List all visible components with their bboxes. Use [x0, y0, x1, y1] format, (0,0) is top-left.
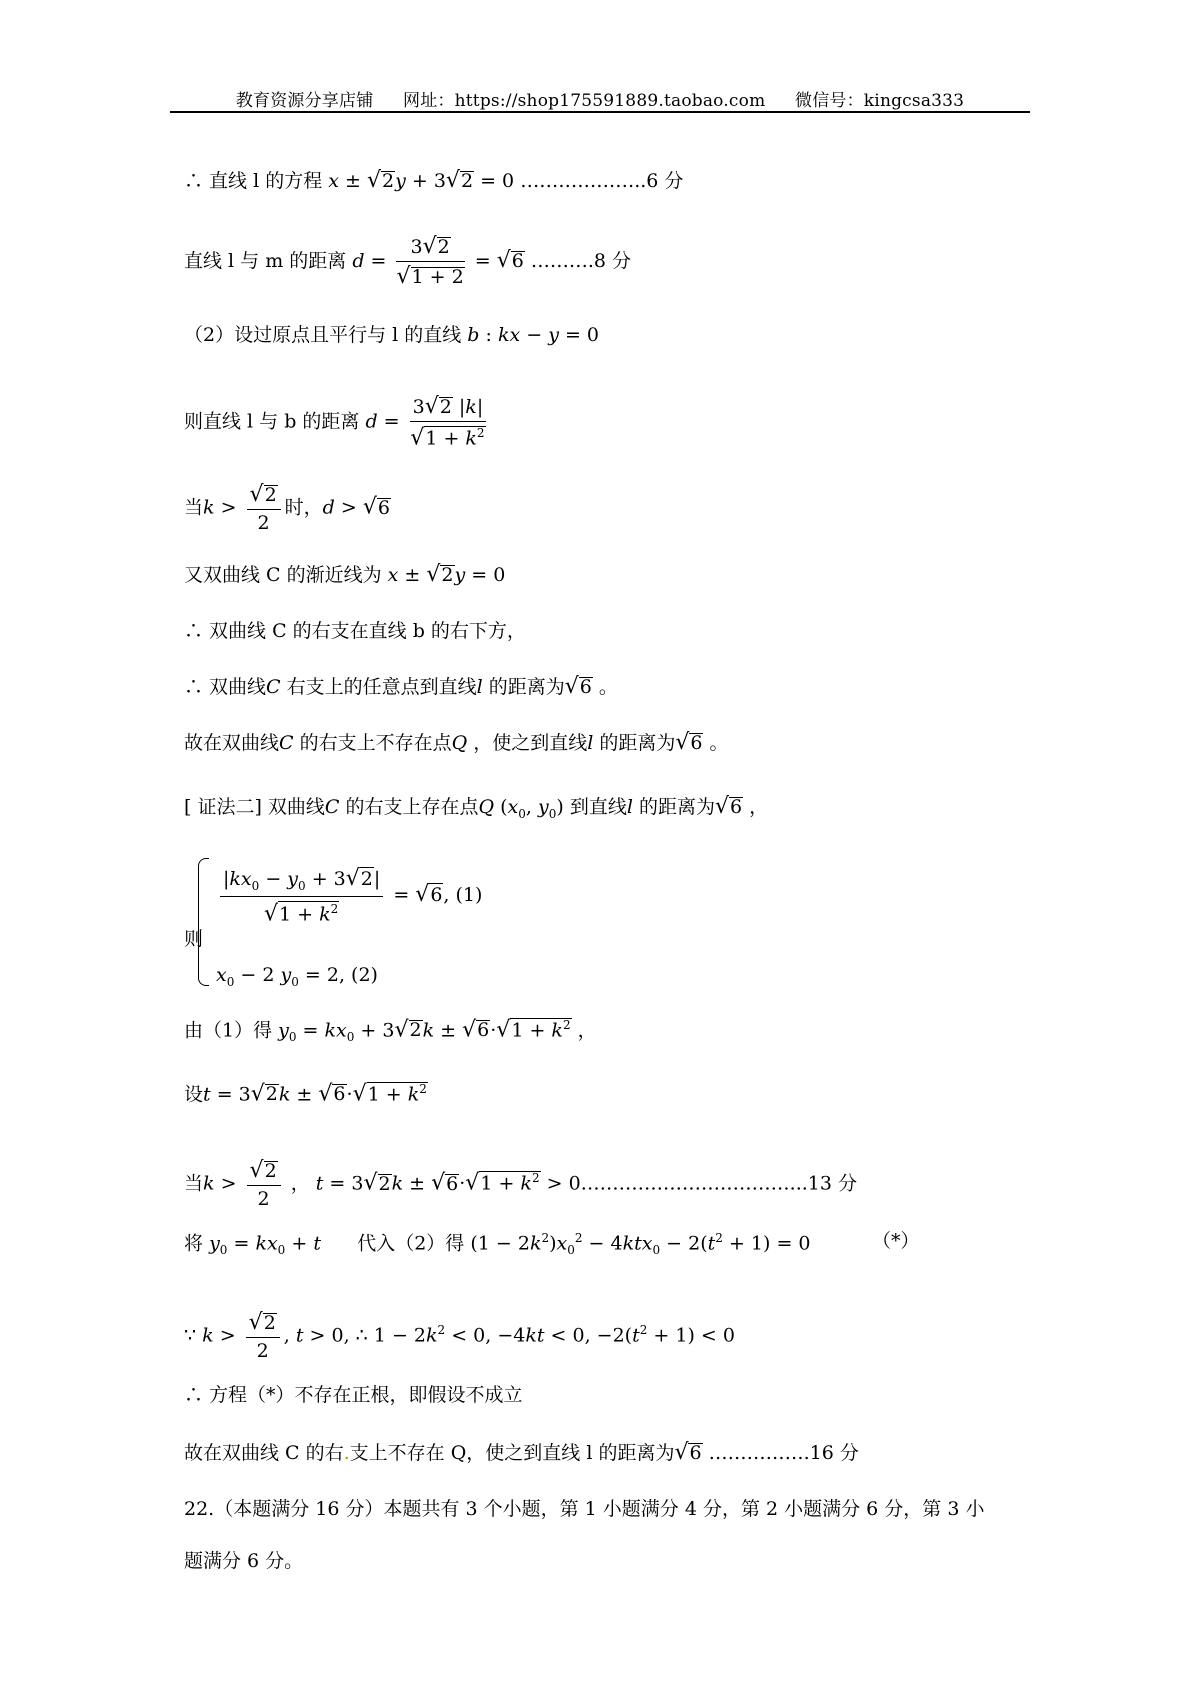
line-substitute: 将 $y_0 = kx_0 + t$ 代入（2）得 $(1 - 2k^2)x_0^2 - 4ktx_0 - 2(t^2 + 1) = 0$ — [184, 1231, 811, 1258]
header-url: 网址：https://shop175591889.taobao.com — [403, 91, 766, 111]
line-equation-l: ∴ 直线 l 的方程 x ± √2y + 3√2 = 0 ………………..6 分 — [184, 168, 684, 193]
equation-star-label: （*） — [872, 1230, 920, 1252]
header-divider — [170, 111, 1030, 113]
line-question-22: 22.（本题满分 16 分）本题共有 3 个小题，第 1 小题满分 4 分，第 2 小题满分 6 分，第 3 小 — [184, 1498, 985, 1520]
line-from-1: 由（1）得 $y_0 = kx_0 + 3√2k \pm √6\cdot√1 + k^2$ ， — [184, 1017, 597, 1045]
line-proof-2: [ 证法二] 双曲线C 的右支上存在点Q ($x_0$, $y_0$) 到直线l 的距离为√6 ， — [184, 794, 769, 821]
line-t-positive: 当k > $\frac{√2}{2}$ ， $t = 3√2k \pm √6\cdot√1 + k^2$ > 0……………………………...13 分 — [184, 1158, 858, 1210]
line-set-t: 设$t = 3√2k \pm √6\cdot√1 + k^2$ — [184, 1081, 427, 1107]
line-asymptote: 又双曲线 C 的渐近线为 x ± √2y = 0 — [184, 562, 506, 587]
line-conclusion-1: 故在双曲线C 的右支上不存在点Q ，使之到直线l 的距离为√6 。 — [184, 730, 729, 755]
line-part2-setup: （2）设过原点且平行与 l 的直线 b : kx − y = 0 — [184, 324, 600, 346]
line-question-22-cont: 题满分 6 分。 — [184, 1550, 304, 1572]
line-because: ∵ k > $\frac{√2}{2}$ , t > 0, ∴ $1 - 2k^2 < 0$, −4kt < 0, $-2(t^2 + 1) < 0$ — [184, 1310, 735, 1362]
line-no-positive-root: ∴ 方程（*）不存在正根，即假设不成立 — [184, 1384, 523, 1406]
header-shop: 教育资源分享店铺 — [235, 91, 374, 111]
header-wechat: 微信号：kingcsa333 — [795, 91, 965, 111]
line-any-point: ∴ 双曲线C 右支上的任意点到直线l 的距离为√6 。 — [184, 674, 618, 699]
line-distance-lb: 则直线 l 与 b 的距离 d = $\frac{3√2 |k|}{√1 + k^2}$ — [184, 394, 485, 451]
line-conclusion-2: 故在双曲线 C 的右.支上不存在 Q，使之到直线 l 的距离为√6 …………….16 分 — [184, 1440, 859, 1465]
line-distance-lm: 直线 l 与 m 的距离 d = $\frac{3√2}{√1 + 2}$ = √6 ……….8 分 — [184, 234, 632, 289]
line-condition-k: 当k > $\frac{√2}{2}$ 时，d > √6 — [184, 482, 390, 534]
line-right-branch: ∴ 双曲线 C 的右支在直线 b 的右下方， — [184, 620, 526, 642]
page-header — [0, 86, 1200, 111]
